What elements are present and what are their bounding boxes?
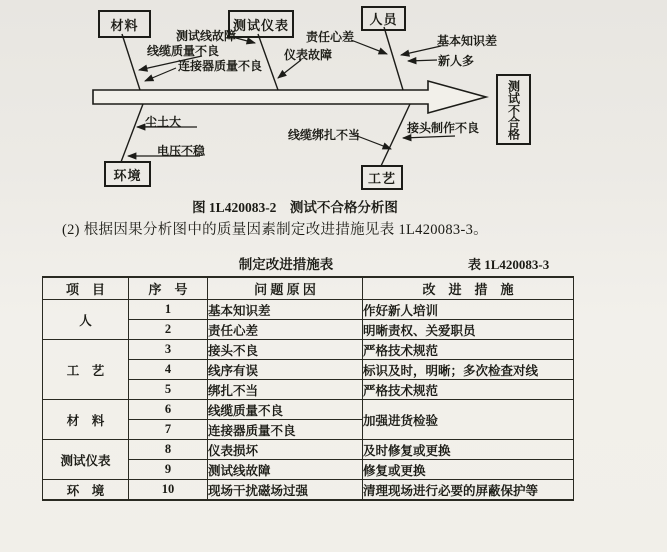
cell-measure-9: 修复或更换	[363, 460, 574, 480]
cell-no-3: 3	[129, 340, 208, 360]
arrow-cause-person-1	[351, 40, 387, 54]
cell-no-6: 6	[129, 400, 208, 420]
table-row	[43, 400, 574, 420]
category-label-person: 人员	[369, 12, 398, 27]
cell-no-1: 1	[129, 300, 208, 320]
col-header-measure: 改 进 措 施	[363, 277, 574, 300]
cell-no-2: 2	[129, 320, 208, 340]
cause-label-instrument-2: 仪表故障	[284, 48, 333, 62]
branch-material	[122, 34, 140, 90]
table-row	[43, 440, 574, 460]
table-row	[43, 340, 574, 360]
cell-cause-3: 接头不良	[208, 340, 363, 360]
arrow-cause-process-2	[403, 136, 455, 138]
cell-no-7: 7	[129, 420, 208, 440]
cell-measure-3: 严格技术规范	[363, 340, 574, 360]
result-label: 测试不合格	[506, 79, 521, 140]
arrow-cause-material-2	[145, 68, 176, 81]
cell-no-5: 5	[129, 380, 208, 400]
category-label-environment: 环境	[113, 167, 142, 183]
cell-cause-6: 线缆质量不良	[208, 400, 363, 420]
table-reference-number: 表 1L420083-3	[468, 257, 550, 272]
cell-cause-8: 仪表损坏	[208, 440, 363, 460]
improvement-measures-table	[42, 276, 574, 501]
cell-no-8: 8	[129, 440, 208, 460]
cause-label-environment-2: 电压不稳	[157, 144, 206, 158]
cause-label-instrument-1: 测试线故障	[176, 29, 237, 43]
cell-item-person: 人	[43, 300, 129, 340]
cell-cause-9: 测试线故障	[208, 460, 363, 480]
arrow-cause-instrument-1	[236, 38, 255, 43]
branch-process	[381, 104, 410, 166]
category-label-instrument: 测试仪表	[232, 17, 289, 33]
cell-item-environment: 环 境	[43, 480, 129, 501]
table-row	[43, 480, 574, 501]
category-box-environment	[104, 161, 151, 187]
cause-label-process-2: 接头制作不良	[407, 121, 480, 135]
col-header-cause: 问 题 原 因	[208, 277, 363, 300]
cell-measure-10: 清理现场进行必要的屏蔽保护等	[363, 480, 574, 501]
figure-caption: 图 1L420083-2 测试不合格分析图	[192, 200, 398, 215]
cell-cause-4: 线序有误	[208, 360, 363, 380]
cell-item-instrument: 测试仪表	[43, 440, 129, 480]
cell-item-material: 材 料	[43, 400, 129, 440]
branch-person	[384, 27, 403, 90]
cause-label-material-2: 连接器质量不良	[178, 59, 263, 73]
arrow-cause-person-3	[408, 60, 437, 61]
category-label-material: 材料	[110, 17, 139, 33]
cell-measure-2: 明晰责权、关爱职员	[363, 320, 574, 340]
cause-label-person-2: 基本知识差	[437, 34, 498, 48]
col-header-no: 序 号	[129, 277, 208, 300]
cell-cause-2: 责任心差	[208, 320, 363, 340]
arrow-cause-person-2	[401, 46, 441, 55]
branch-environment	[121, 104, 143, 162]
cell-cause-7: 连接器质量不良	[208, 420, 363, 440]
table-row	[43, 300, 574, 320]
cell-cause-10: 现场干扰磁场过强	[208, 480, 363, 501]
cell-measure-6-7: 加强进货检验	[363, 400, 574, 440]
cell-measure-5: 严格技术规范	[363, 380, 574, 400]
cell-no-10: 10	[129, 480, 208, 501]
cell-cause-1: 基本知识差	[208, 300, 363, 320]
cause-label-material-1: 线缆质量不良	[147, 44, 220, 58]
category-box-person	[361, 6, 406, 31]
cell-no-9: 9	[129, 460, 208, 480]
category-label-process: 工艺	[367, 171, 396, 186]
cell-no-4: 4	[129, 360, 208, 380]
body-paragraph: (2) 根据因果分析图中的质量因素制定改进措施见表 1L420083-3。	[62, 222, 488, 238]
cell-measure-1: 作好新人培训	[363, 300, 574, 320]
cause-label-person-1: 责任心差	[306, 30, 355, 44]
cell-cause-5: 绑扎不当	[208, 380, 363, 400]
cell-measure-8: 及时修复或更换	[363, 440, 574, 460]
spine-arrow	[93, 81, 486, 113]
cell-item-process: 工 艺	[43, 340, 129, 400]
cell-measure-4: 标识及时，明晰；多次检查对线	[363, 360, 574, 380]
result-box	[496, 74, 531, 145]
table-title: 制定改进措施表	[238, 257, 334, 272]
cause-label-process-1: 线缆绑扎不当	[288, 128, 361, 142]
cause-label-person-3: 新人多	[438, 54, 475, 68]
cause-label-environment-1: 尘土大	[145, 115, 182, 129]
col-header-item: 项 目	[43, 277, 129, 300]
category-box-process	[361, 165, 403, 190]
fishbone-diagram	[0, 0, 667, 215]
category-box-material	[98, 10, 151, 38]
table-header-row	[43, 277, 574, 300]
category-box-instrument	[228, 10, 294, 38]
